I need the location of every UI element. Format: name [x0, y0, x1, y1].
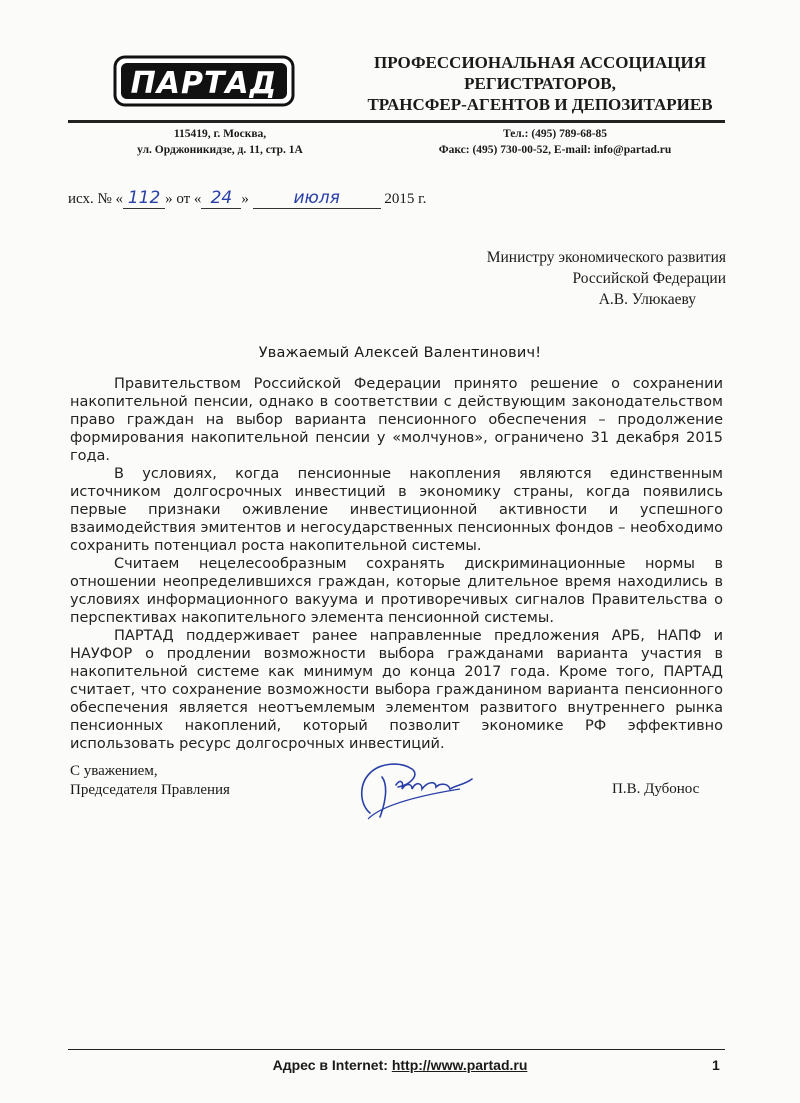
address-line: 115419, г. Москва,	[173, 128, 267, 140]
postal-address	[100, 126, 340, 158]
addressee-line: Российской Федерации	[572, 270, 726, 287]
ref-number-field	[123, 188, 165, 209]
body-paragraph: Считаем нецелесообразным сохранять дискриминационные нормы в отношении неопределившихся граждан, которые длительное время находились в условиях информационного вакуума и противоречивых сигналов Правительства о перспективах накопительного элемента пенсионной системы.	[70, 556, 723, 626]
ref-number: 112	[127, 188, 161, 208]
contact-info	[385, 126, 725, 158]
body-paragraph: В условиях, когда пенсионные накопления являются единственным источником долгосрочных инвестиций в экономику страны, когда появились первые признаки оживление инвестиционной активности и успешного взаимодействия эмитентов и негосударственных пенсионных фондов – необходимо сохранить потенциал роста накопительной системы.	[70, 466, 723, 554]
ref-prefix: исх. № «	[68, 191, 124, 207]
salutation: Уважаемый Алексей Валентинович!	[258, 345, 542, 361]
body-paragraph: ПАРТАД поддерживает ранее направленные предложения АРБ, НАПФ и НАУФОР о продлении возможности выбора гражданами варианта участия в накопительной системе как минимум до конца 2017 года. Кроме того, ПАРТАД считает, что сохранение возможности выбора гражданином варианта пенсионного обеспечения является неотъемлемым элементом развитого внутреннего рынка пенсионных накоплений, который позволит экономике РФ эффективно использовать ресурс долгосрочных инвестиций.	[70, 628, 723, 752]
handwritten-signature	[340, 755, 490, 825]
body-paragraph: Правительством Российской Федерации принято решение о сохранении накопительной пенсии, однако в соответствии с действующим законодательством право граждан на выбор варианта пенсионного обеспечения – продолжение формирования накопительной пенсии у «молчунов», ограничено 31 декабря 2015 года.	[70, 376, 723, 464]
signer-title: Председателя Правления	[70, 782, 230, 798]
page-number: 1	[712, 1057, 720, 1073]
svg-text:ПАРТАД: ПАРТАД	[130, 66, 278, 101]
website-link[interactable]: http://www.partad.ru	[391, 1057, 528, 1073]
ref-month-field	[253, 188, 381, 209]
ref-day-field	[201, 188, 241, 209]
ref-month: июля	[293, 188, 340, 208]
addressee-line: Министру экономического развития	[486, 249, 726, 266]
signer-name: П.В. Дубонос	[612, 781, 700, 797]
closing-block	[70, 762, 230, 800]
phone-line: Тел.: (495) 789-68-85	[502, 128, 608, 140]
ref-day-close: »	[241, 191, 249, 207]
footer-address	[0, 1057, 800, 1073]
letter-body	[70, 375, 723, 753]
org-name-line: ПРОФЕССИОНАЛЬНАЯ АССОЦИАЦИЯ	[374, 53, 706, 72]
footer-label: Адрес в Internet:	[272, 1057, 392, 1073]
closing-regards: С уважением,	[70, 763, 158, 779]
ref-year: 2015 г.	[384, 191, 427, 207]
org-name-line: РЕГИСТРАТОРОВ,	[464, 74, 616, 93]
header-divider	[68, 120, 725, 123]
partad-logo	[113, 53, 295, 109]
ref-date-prefix: » от «	[165, 191, 202, 207]
address-line: ул. Орджоникидзе, д. 11, стр. 1А	[137, 144, 303, 156]
ref-day: 24	[210, 188, 233, 208]
footer-divider	[68, 1049, 725, 1050]
addressee-name: А.В. Улюкаеву	[598, 291, 696, 308]
fax-email-line: Факс: (495) 730-00-52, E-mail: info@partad.ru	[438, 144, 672, 156]
addressee-block	[420, 247, 726, 310]
outgoing-reference	[68, 188, 426, 209]
organization-name	[340, 52, 740, 115]
org-name-line: ТРАНСФЕР-АГЕНТОВ И ДЕПОЗИТАРИЕВ	[367, 95, 713, 114]
